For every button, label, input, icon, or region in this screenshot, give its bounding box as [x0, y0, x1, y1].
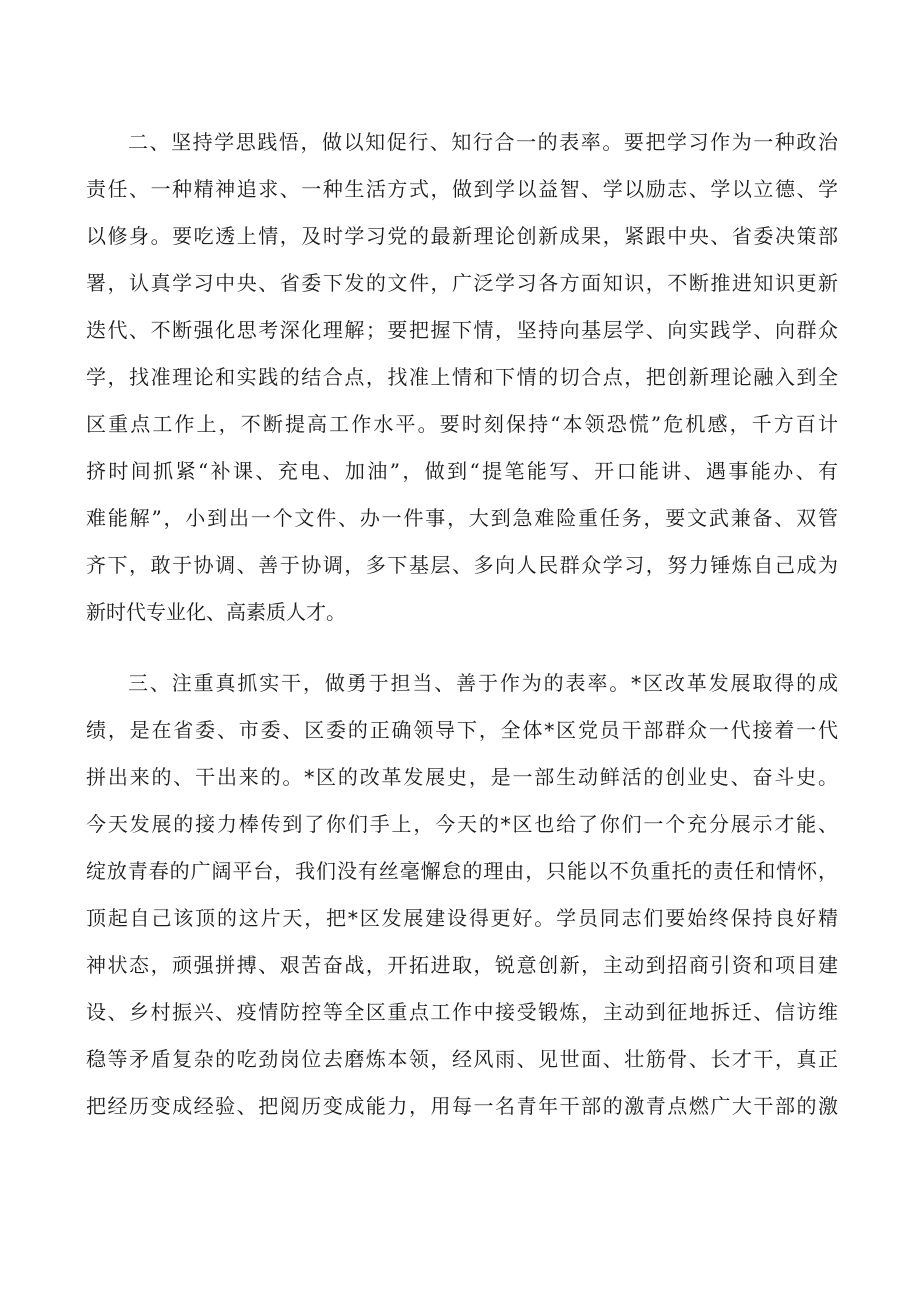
text-line: 难能解”，小到出一个文件、办一件事，大到急难险重任务，要文武兼备、双管 — [86, 506, 838, 530]
text-line: 三、注重真抓实干，做勇于担当、善于作为的表率。*区改革发展取得的成 — [128, 671, 838, 695]
text-line: 区重点工作上，不断提高工作水平。要时刻保持“本领恐慌”危机感，千方百计 — [86, 412, 838, 436]
text-line: 新时代专业化、高素质人才。 — [86, 600, 346, 624]
text-line: 齐下，敢于协调、善于协调，多下基层、多向人民群众学习，努力锤炼自己成为 — [86, 553, 838, 577]
text-line: 绩，是在省委、市委、区委的正确领导下，全体*区党员干部群众一代接着一代 — [86, 718, 838, 742]
text-line: 顶起自己该顶的这片天，把*区发展建设得更好。学员同志们要始终保持良好精 — [86, 906, 838, 930]
text-line: 署，认真学习中央、省委下发的文件，广泛学习各方面知识，不断推进知识更新 — [86, 271, 838, 295]
text-line: 二、坚持学思践悟，做以知促行、知行合一的表率。要把学习作为一种政治 — [128, 130, 838, 154]
text-line: 迭代、不断强化思考深化理解；要把握下情，坚持向基层学、向实践学、向群众 — [86, 318, 838, 342]
text-line: 神状态，顽强拼搏、艰苦奋战，开拓进取，锐意创新，主动到招商引资和项目建 — [86, 953, 838, 977]
text-line: 绽放青春的广阔平台，我们没有丝毫懈怠的理由，只能以不负重托的责任和情怀， — [86, 859, 838, 883]
text-line: 挤时间抓紧“补课、充电、加油”，做到“提笔能写、开口能讲、遇事能办、有 — [86, 459, 838, 483]
text-line: 今天发展的接力棒传到了你们手上，今天的*区也给了你们一个充分展示才能、 — [86, 812, 838, 836]
text-line: 稳等矛盾复杂的吃劲岗位去磨炼本领，经风雨、见世面、壮筋骨、长才干，真正 — [86, 1047, 838, 1071]
text-line: 责任、一种精神追求、一种生活方式，做到学以益智、学以励志、学以立德、学 — [86, 177, 838, 201]
text-line: 以修身。要吃透上情，及时学习党的最新理论创新成果，紧跟中央、省委决策部 — [86, 224, 838, 248]
text-line: 拼出来的、干出来的。*区的改革发展史，是一部生动鲜活的创业史、奋斗史。 — [86, 765, 838, 789]
text-line: 把经历变成经验、把阅历变成能力，用每一名青年干部的激青点燃广大干部的激 — [86, 1094, 838, 1118]
text-line: 设、乡村振兴、疫情防控等全区重点工作中接受锻炼，主动到征地拆迁、信访维 — [86, 1000, 838, 1024]
text-line: 学，找准理论和实践的结合点，找准上情和下情的切合点，把创新理论融入到全 — [86, 365, 838, 389]
